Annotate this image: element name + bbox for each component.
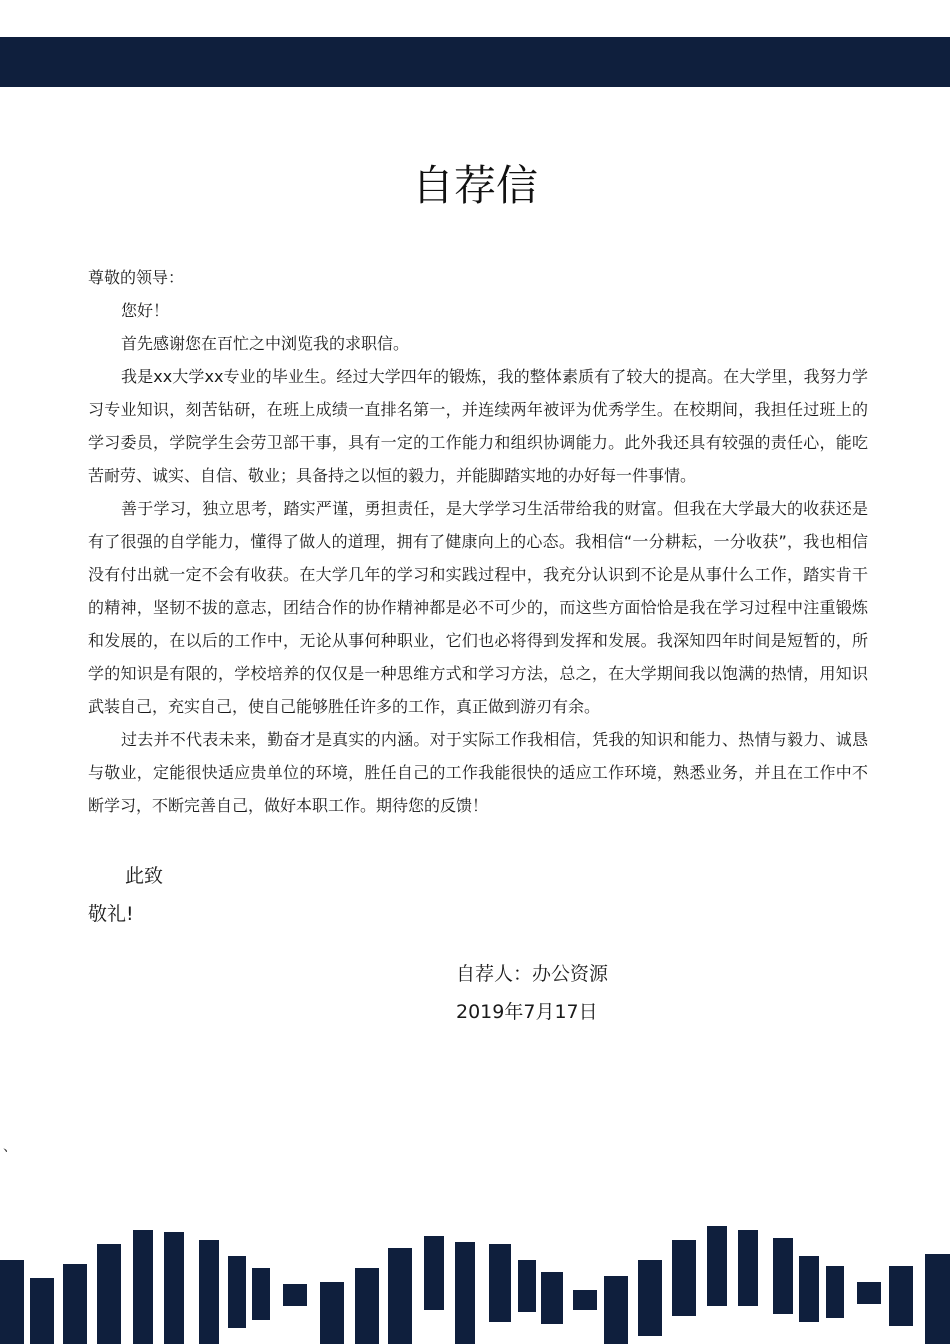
- page-title: 自荐信: [411, 161, 538, 210]
- footer-bar: [738, 1230, 758, 1306]
- footer-bar: [0, 1260, 24, 1344]
- signature-name: 自荐人：办公资源: [456, 963, 609, 985]
- letter-body: [88, 261, 868, 822]
- footer-bar: [573, 1290, 597, 1310]
- footer-bar: [889, 1266, 913, 1326]
- footer-bar: [925, 1254, 950, 1344]
- footer-bar: [355, 1268, 379, 1344]
- footer-bar: [252, 1268, 270, 1320]
- closing-line-2: 敬礼!: [88, 903, 134, 925]
- closing: [88, 860, 163, 930]
- footer-bar: [455, 1242, 475, 1344]
- footer-bar: [604, 1276, 628, 1344]
- footer-bar: [518, 1260, 536, 1312]
- paragraph-2: 我是xx大学xx专业的毕业生。经过大学四年的锻炼，我的整体素质有了较大的提高。在大学里，我努力学习专业知识，刻苦钻研，在班上成绩一直排名第一，并连续两年被评为优秀学生。在校期间，我担任过班上的学习委员，学院学生会劳卫部干事，具有一定的工作能力和组织协调能力。此外我还具有较强的责任心，能吃苦耐劳、诚实、自信、敬业；具备持之以恒的毅力，并能脚踏实地的办好每一件事情。: [88, 367, 868, 485]
- footer-bar: [799, 1256, 819, 1322]
- signature-block: [456, 958, 608, 1034]
- footer-bar: [283, 1284, 307, 1306]
- footer-bar: [228, 1256, 246, 1328]
- footer-bar: [541, 1272, 563, 1324]
- footer-bar: [638, 1260, 662, 1336]
- footer-bar: [320, 1282, 344, 1344]
- footer-bar: [63, 1264, 87, 1344]
- footer-bars-decoration: [0, 1220, 950, 1344]
- footer-bar: [672, 1240, 696, 1316]
- footer-bar: [97, 1244, 121, 1344]
- greeting: 您好！: [121, 301, 170, 320]
- footer-bar: [388, 1248, 412, 1344]
- paragraph-1: 首先感谢您在百忙之中浏览我的求职信。: [121, 334, 410, 353]
- closing-line-1: 此致: [125, 865, 164, 887]
- stray-mark: 、: [3, 1139, 17, 1155]
- salutation: 尊敬的领导：: [88, 268, 185, 287]
- footer-bar: [857, 1282, 881, 1304]
- paragraph-3: 善于学习，独立思考，踏实严谨，勇担责任，是大学学习生活带给我的财富。但我在大学最大的收获还是有了很强的自学能力，懂得了做人的道理，拥有了健康向上的心态。我相信“一分耕耘，一分收获”，我也相信没有付出就一定不会有收获。在大学几年的学习和实践过程中，我充分认识到不论是从事什么工作，踏实肯干的精神，坚韧不拔的意志，团结合作的协作精神都是必不可少的，而这些方面恰恰是我在学习过程中注重锻炼和发展的，在以后的工作中，无论从事何种职业，它们也必将得到发挥和发展。我深知四年时间是短暂的，所学的知识是有限的，学校培养的仅仅是一种思维方式和学习方法，总之，在大学期间我以饱满的热情，用知识武装自己，充实自己，使自己能够胜任许多的工作，真正做到游刃有余。: [88, 499, 868, 716]
- footer-bar: [133, 1230, 153, 1344]
- footer-bar: [773, 1238, 793, 1314]
- footer-bar: [826, 1266, 844, 1318]
- signature-date: 2019年7月17日: [456, 1001, 598, 1023]
- footer-bar: [707, 1226, 727, 1306]
- footer-bar: [30, 1278, 54, 1344]
- footer-bar: [424, 1236, 444, 1310]
- header-bar: [0, 37, 950, 87]
- paragraph-4: 过去并不代表未来，勤奋才是真实的内涵。对于实际工作我相信，凭我的知识和能力、热情与毅力、诚恳与敬业，定能很快适应贵单位的环境，胜任自己的工作我能很快的适应工作环境，熟悉业务，并且在工作中不断学习，不断完善自己，做好本职工作。期待您的反馈！: [88, 730, 868, 815]
- footer-bar: [489, 1244, 511, 1322]
- footer-bar: [199, 1240, 219, 1344]
- footer-bar: [164, 1232, 184, 1344]
